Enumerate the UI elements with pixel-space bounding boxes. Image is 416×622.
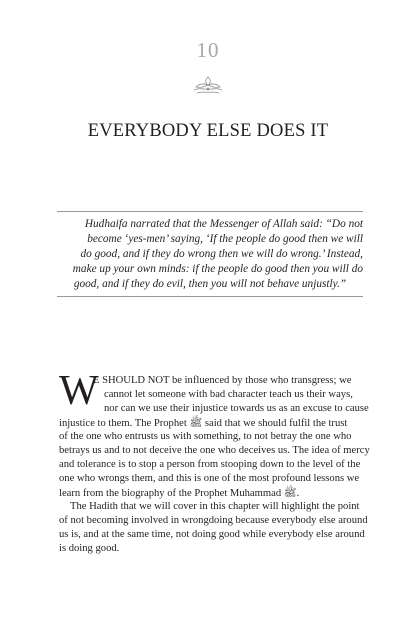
body-line: cannot let someone with bad character teach us their ways, [104, 389, 353, 400]
quote-line: make up your own minds: if the people do good then you will do [72, 263, 363, 275]
body-line: us is, and at the same time, not doing good while everybody else around [59, 529, 365, 540]
floral-ornament-icon [191, 74, 225, 96]
chapter-number: 10 [196, 38, 220, 62]
body-line: injustice to them. The Prophet ﷺ said that we should fulfil the trust [59, 418, 348, 429]
quote-line: good, and if they do evil, then you will not behave unjustly.” [73, 278, 347, 290]
quote-line: Hudhaifa narrated that the Messenger of Allah said: “Do not [84, 218, 363, 230]
hadith-quote-box [57, 211, 363, 297]
quote-line: do good, and if they do wrong then we will do wrong.’ Instead, [80, 248, 363, 260]
body-line: learn from the biography of the Prophet Muhammad ﷺ. [59, 488, 300, 499]
body-line: one who wrongs them, and this is one of the most profound lessons we [59, 473, 360, 484]
body-line: The Hadith that we will cover in this chapter will highlight the point [70, 501, 360, 512]
body-line: betrays us and to not deceive the one who deceives us. The idea of mercy [59, 445, 370, 456]
body-line: is doing good. [59, 543, 120, 554]
body-line: nor can we use their injustice towards us as an excuse to cause [104, 403, 369, 414]
drop-cap: W [59, 368, 99, 414]
body-line: E SHOULD NOT be influenced by those who transgress; we [93, 375, 352, 386]
body-line: of the one who entrusts us with something, to not betray the one who [59, 431, 352, 442]
quote-line: become ‘yes-men’ saying, ‘If the people do good then we will [87, 233, 363, 245]
body-line: and tolerance is to stop a person from stooping down to the level of the [59, 459, 361, 470]
body-line: of not becoming involved in wrongdoing because everybody else around [59, 515, 368, 526]
chapter-title: EVERYBODY ELSE DOES IT [87, 121, 329, 141]
